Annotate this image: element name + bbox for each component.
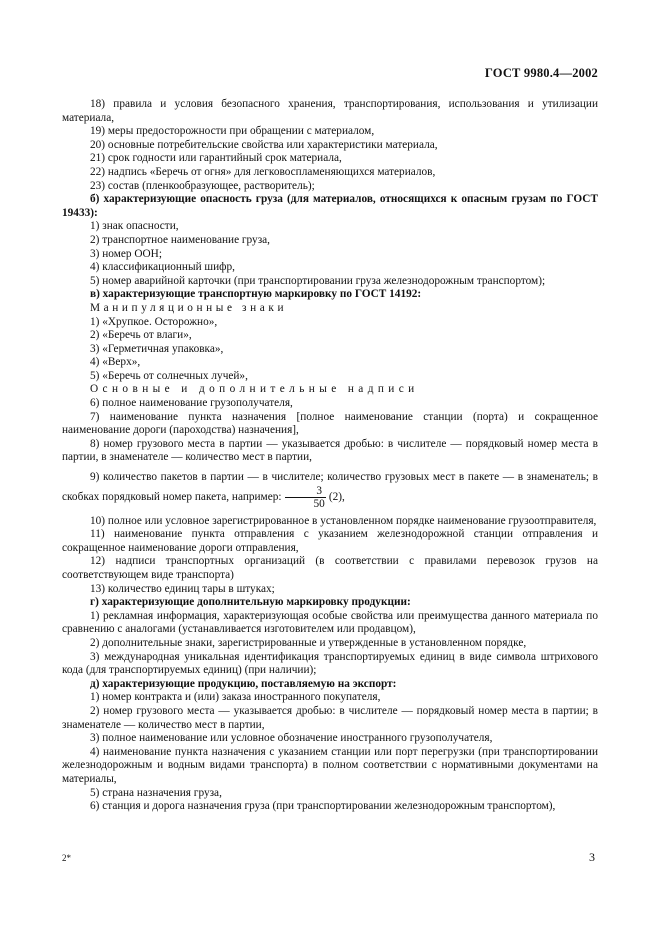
- section-heading-b: б) характеризующие опасность груза (для материалов, относящихся к опасным грузам по ГОСТ 19433):: [62, 193, 598, 219]
- section-heading-d: д) характеризующие продукцию, поставляемую на экспорт:: [90, 677, 397, 690]
- fraction-tail: (2),: [328, 490, 345, 503]
- list-item: 4) наименование пункта назначения с указанием станции или порт перегрузки (при транспортировании железнодорожным и водным видами транспорта) в полном соответствии с нормативными документами на материалы,: [62, 745, 598, 785]
- list-item: 19) меры предосторожности при обращении с материалом,: [90, 125, 375, 138]
- list-item: 1) знак опасности,: [90, 220, 179, 233]
- fraction-numerator: 3: [285, 485, 326, 498]
- list-item: 23) состав (пленкообразующее, растворитель);: [90, 179, 315, 192]
- list-item: 3) «Герметичная упаковка»,: [90, 342, 224, 355]
- list-item: 22) надпись «Беречь от огня» для легковоспламеняющихся материалов,: [90, 165, 436, 178]
- list-item: 1) номер контракта и (или) заказа иностранного покупателя,: [90, 691, 381, 704]
- list-item: 18) правила и условия безопасного хранения, транспортирования, использования и утилизации материала,: [62, 98, 598, 124]
- subheading-main-inscriptions: Основные и дополнительные надписи: [90, 383, 419, 396]
- list-item: 12) надписи транспортных организаций (в соответствии с правилами перевозок грузов на соответствующем виде транспорта): [62, 555, 598, 581]
- list-item: 21) срок годности или гарантийный срок материала,: [90, 152, 342, 165]
- list-item: 1) рекламная информация, характеризующая особые свойства или преимущества данного материала по сравнению с аналогами (устанавливается изготовителем или продавцом),: [62, 609, 598, 636]
- document-body: [62, 98, 598, 814]
- list-item: 5) «Беречь от солнечных лучей»,: [90, 369, 248, 382]
- list-item: 6) полное наименование грузополучателя,: [90, 397, 293, 410]
- list-item: 4) «Верх»,: [90, 356, 141, 369]
- list-item: 7) наименование пункта назначения [полное наименование станции (порта) и сокращенное наименование дороги (пароходства) назначения],: [62, 410, 598, 437]
- list-item-with-fraction: [62, 471, 598, 510]
- list-item: 3) полное наименование или условное обозначение иностранного грузополучателя,: [90, 732, 493, 745]
- document-header: ГОСТ 9980.4—2002: [484, 66, 598, 80]
- subheading-manipulation-signs: Манипуляционные знаки: [90, 301, 288, 314]
- list-item: 8) номер грузового места в партии — указывается дробью: в числителе — порядковый номер места в партии, в знаменателе — количество мест в партии,: [62, 437, 598, 464]
- section-heading-g: г) характеризующие дополнительную маркировку продукции:: [90, 596, 411, 609]
- list-item: 11) наименование пункта отправления с указанием железнодорожной станции отправления и сокращенное наименование дороги отправления,: [62, 528, 598, 554]
- list-item: 13) количество единиц тары в штуках;: [90, 582, 275, 595]
- list-item: 4) классификационный шифр,: [90, 261, 235, 274]
- list-item: 5) страна назначения груза,: [90, 786, 222, 799]
- list-item: 2) «Беречь от влаги»,: [90, 329, 192, 342]
- fraction-text: 9) количество пакетов в партии — в числителе; количество грузовых мест в пакете — в знаменатель; в скобках порядковый номер пакета, например:: [62, 471, 598, 503]
- list-item: 5) номер аварийной карточки (при транспортировании груза железнодорожным транспортом);: [90, 274, 546, 287]
- fraction: [285, 485, 326, 510]
- list-item: 3) номер ООН;: [90, 247, 162, 260]
- list-item: 20) основные потребительские свойства или характеристики материала,: [90, 138, 438, 151]
- page-number: 3: [589, 850, 595, 864]
- list-item: 1) «Хрупкое. Осторожно»,: [90, 315, 218, 328]
- section-heading-v: в) характеризующие транспортную маркировку по ГОСТ 14192:: [90, 288, 422, 301]
- list-item: 3) международная уникальная идентификация транспортируемых единиц в виде символа штрихового кода (для транспортируемых единиц) (при наличии);: [62, 650, 598, 677]
- list-item: 2) транспортное наименование груза,: [90, 233, 271, 246]
- list-item: 6) станция и дорога назначения груза (при транспортировании железнодорожным транспортом),: [90, 800, 556, 813]
- footer-mark: 2*: [62, 853, 71, 863]
- fraction-denominator: 50: [313, 497, 325, 510]
- list-item: 2) номер грузового места — указывается дробью: в числителе — порядковый номер места в партии; в знаменателе — количество мест в партии,: [62, 704, 598, 731]
- list-item: 2) дополнительные знаки, зарегистрированные и утвержденные в установленном порядке,: [90, 636, 527, 649]
- list-item: 10) полное или условное зарегистрированное в установленном порядке наименование грузоотправителя,: [90, 514, 597, 527]
